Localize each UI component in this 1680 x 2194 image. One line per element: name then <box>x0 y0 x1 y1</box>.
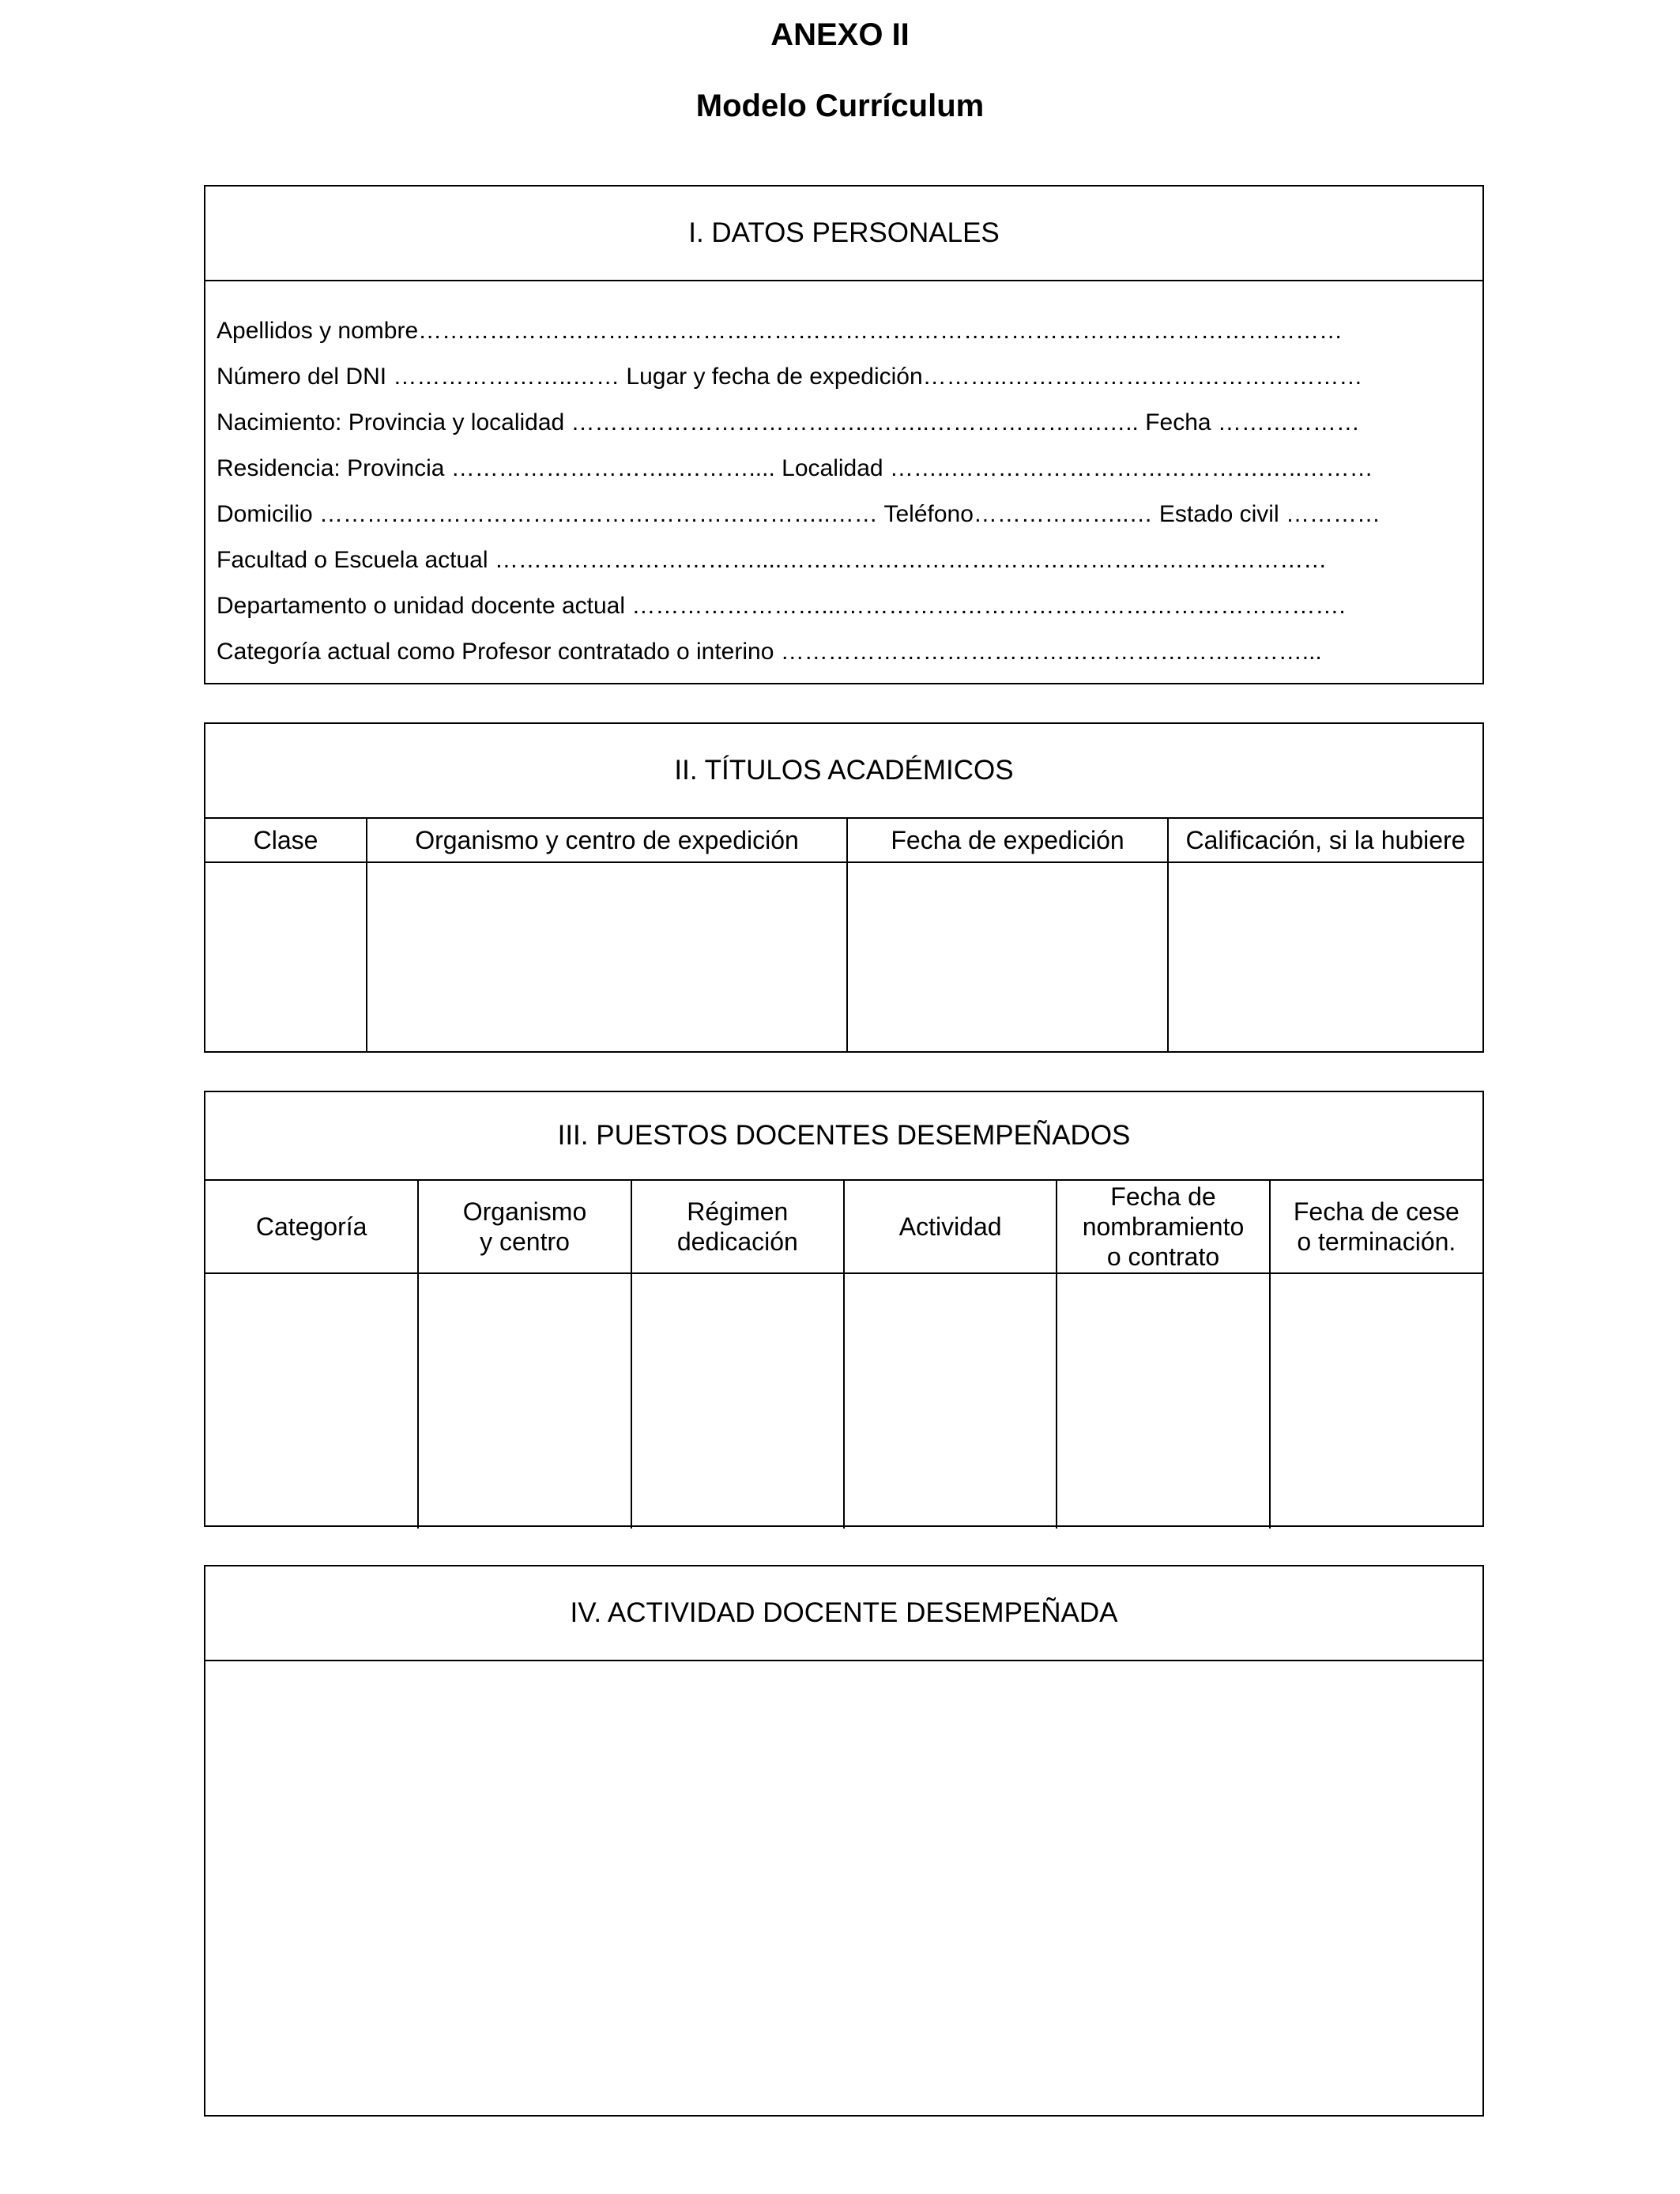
table-cell[interactable] <box>1168 862 1482 1053</box>
teaching-activity-area[interactable] <box>205 1661 1482 2115</box>
column-header: Fecha de cese o terminación. <box>1270 1181 1482 1273</box>
field-birth[interactable]: Nacimiento: Provincia y localidad ………………………………..……..………………….….. Fecha ……………… <box>217 409 1360 435</box>
field-dni[interactable]: Número del DNI …………………..…… Lugar y fecha de expedición………..……………………………………… <box>217 364 1363 390</box>
column-header: Régimen dedicación <box>631 1181 844 1273</box>
table-cell[interactable] <box>847 862 1168 1053</box>
column-header: Clase <box>205 819 367 862</box>
personal-data-fields <box>205 281 1482 680</box>
field-department[interactable]: Departamento o unidad docente actual ……………………...………………………………………………………. <box>217 593 1346 619</box>
column-header: Actividad <box>844 1181 1057 1273</box>
table-row <box>205 1273 1482 1529</box>
teaching-posts-heading: III. PUESTOS DOCENTES DESEMPEÑADOS <box>205 1092 1482 1181</box>
field-residence[interactable]: Residencia: Provincia ………………………..……….... Localidad ……..………………………………….…..……… <box>217 455 1373 481</box>
teaching-activity-heading: IV. ACTIVIDAD DOCENTE DESEMPEÑADA <box>205 1566 1482 1661</box>
field-category[interactable]: Categoría actual como Profesor contratado o interino …………………………………………………………... <box>217 639 1322 665</box>
field-name[interactable]: Apellidos y nombre……………………………………………………………………………………………………… <box>217 318 1343 344</box>
table-cell[interactable] <box>367 862 847 1053</box>
table-cell[interactable] <box>631 1273 844 1529</box>
column-header: Fecha de expedición <box>847 819 1168 862</box>
teaching-posts-section <box>204 1091 1484 1527</box>
personal-data-heading: I. DATOS PERSONALES <box>205 187 1482 281</box>
column-header: Fecha de nombramiento o contrato <box>1057 1181 1269 1273</box>
academic-titles-section <box>204 722 1484 1053</box>
annex-title: ANEXO II <box>770 17 910 52</box>
table-cell[interactable] <box>844 1273 1057 1529</box>
table-cell[interactable] <box>418 1273 631 1529</box>
table-row <box>205 862 1482 1053</box>
field-faculty[interactable]: Facultad o Escuela actual ……………………………....…………………………………………………………… <box>217 547 1328 573</box>
academic-titles-table <box>205 819 1482 1053</box>
column-header: Categoría <box>205 1181 418 1273</box>
teaching-activity-section <box>204 1565 1484 2117</box>
personal-data-section <box>204 185 1484 684</box>
academic-titles-heading: II. TÍTULOS ACADÉMICOS <box>205 724 1482 819</box>
table-cell[interactable] <box>1270 1273 1482 1529</box>
table-cell[interactable] <box>1057 1273 1269 1529</box>
column-header: Organismo y centro de expedición <box>367 819 847 862</box>
table-cell[interactable] <box>205 862 367 1053</box>
column-header: Calificación, si la hubiere <box>1168 819 1482 862</box>
document-title: Modelo Currículum <box>695 89 985 123</box>
table-header-row <box>205 819 1482 862</box>
table-header-row <box>205 1181 1482 1273</box>
teaching-posts-table <box>205 1181 1482 1529</box>
column-header: Organismo y centro <box>418 1181 631 1273</box>
table-cell[interactable] <box>205 1273 418 1529</box>
field-address[interactable]: Domicilio ………………………………………………………..…… Teléfono………………..… Estado civil ………… <box>217 501 1381 527</box>
